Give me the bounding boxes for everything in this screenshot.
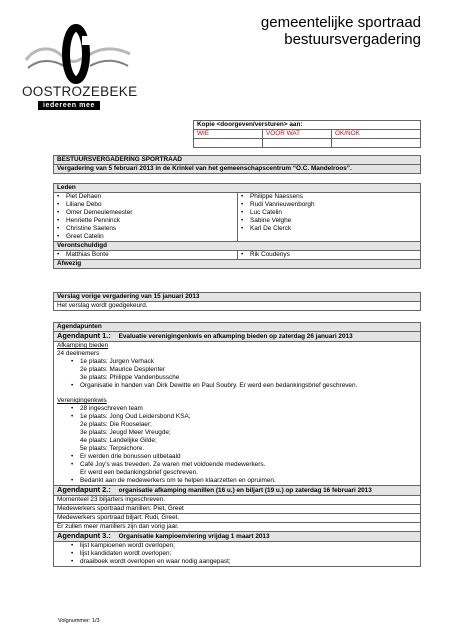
member-name: • Rudi Vanrieuwenborgh [241,201,417,209]
member-name: • Piet Dehaen [57,193,234,201]
agenda-point-1-number: Agendapunt 1.: [57,331,111,340]
agenda-point-3-line: • lijst kandidaten wordt overlopen; [57,550,417,558]
note-line: • Organisatie in handen van Dirk Dewitte en Paul Soubry. Er werd een bedankingsbrief geschreven. [57,382,417,390]
leden-right [238,193,421,242]
member-name: • Henriette Penninck [57,217,234,225]
meeting-header [53,155,421,174]
ranking-line: 3e plaats: Jeugd Meer Vreugde; [80,429,171,436]
absent-label: Afwezig [54,260,421,269]
subheading: Afkamping bieden [57,342,109,349]
excused-name: • Matthias Bonte [57,251,234,259]
previous-meeting [53,292,421,311]
participants-count: 24 deelnemers [57,350,100,357]
meeting-subtitle: Vergadering van 5 februari 2013 in de Krinkel van het gemeenschapscentrum “O.C. Mandelroos”. [54,165,421,174]
ranking-line: 2e plaats: Die Rooselaer; [80,421,152,428]
agenda-point-3-body [54,542,421,567]
note-line: • Bedankt aan de medewerkers om te helpen klaarzetten en opruimen. [57,477,417,485]
previous-title: Verslag vorige vergadering van 15 januari 2013 [54,293,421,302]
excused-name: • Rik Coudenys [241,251,417,259]
agenda-point-2-header [54,486,421,496]
member-name: • Karl De Clerck [241,225,417,233]
logo-name: OOSTROZEBEKE [22,84,138,99]
copy-heading: Kopie <doorgeven/versturen> aan: [194,121,421,130]
member-name: • Luc Catelin [241,209,417,217]
agenda-point-1-header [54,332,421,342]
ranking-line: 2e plaats: Maurice Desplenter [80,366,165,373]
member-name: • Greet Catelin [57,233,234,241]
ranking-line: 3e plaats: Philippe Vandenbussche [80,374,180,381]
header-title: gemeentelijke sportraad [260,14,421,31]
note-line: • Er werden drie bonussen uitbetaald [57,453,417,461]
note-line: • Café Joy’s was treveden. Ze waren met voldoende medewerkers. [57,461,417,469]
member-name: • Philippe Naessens [241,193,417,201]
copy-table [193,120,421,148]
agenda-point-2-line: Er zullen meer manillers zijn dan vorig jaar. [54,523,421,532]
header-subtitle: bestuursvergadering [284,31,421,48]
copy-col-voor-wat: VOOR WAT [263,130,332,139]
ranking-line: • 1e plaats: Jurgen Verhack [57,358,417,366]
meeting-title: BESTUURSVERGADERING SPORTRAAD [54,156,421,165]
ranking-line: 5e plaats: Terpsichore. [80,445,145,452]
note-line: Er werd een bedankingsbrief geschreven. [80,469,198,476]
agenda-point-3-line: • lijst kampioenen wordt overlopen; [57,542,417,550]
agenda-point-2-line: Medewerkers sportraad biljart: Rudi, Greet. [54,514,421,523]
agenda-point-2-line: Medewerkers sportraad manillen: Piet, Greet [54,505,421,514]
member-name: • Christine Saelens [57,225,234,233]
agenda-point-3-header [54,532,421,542]
agenda-point-1-body [54,342,421,486]
agenda-point-3-title: Organisatie kampioenviering vrijdag 1 maart 2013 [118,533,270,540]
agenda-point-2-title: organisatie afkamping manillen (16 u.) en biljart (19 u.) op zaterdag 16 februari 2013 [118,487,372,494]
agenda-point-3-line: • draaiboek wordt overlopen en waar nodig aangepast; [57,558,417,566]
agenda-point-3-number: Agendapunt 3.: [57,531,111,540]
teams-count: • 28 ingeschreven team [57,405,417,413]
member-name: • Sabine Velghe [241,217,417,225]
member-name: • Liliane Debo [57,201,234,209]
logo-tagline: iedereen mee [38,101,100,110]
agenda-point-1-title: Evaluatie verenigingenkwis en afkamping bieden op zaterdag 26 januari 2013 [118,333,353,340]
member-name: • Omer Demeulemeester [57,209,234,217]
leden-label: Leden [54,184,421,193]
excused-label: Verontschuldigd [54,242,421,251]
agenda-point-2-line: Momenteel 23 biljarters ingeschreven. [54,496,421,505]
ranking-line: • 1e plaats: Jong Oud Leidersbond KSA; [57,413,417,421]
leden-left [54,193,238,242]
agenda-point-2-number: Agendapunt 2.: [57,485,111,494]
agenda-table [53,322,421,567]
page-number: Volgnummer: 1/3 [58,618,100,624]
subheading: Verenigingenkwis [57,397,107,404]
copy-col-ok: OK/NOK [332,130,421,139]
ranking-line: 4e plaats: Landelijke Gilde; [80,437,157,444]
agenda-label: Agendapunten [54,323,421,332]
previous-text: Het verslag wordt goedgekeurd. [54,302,421,311]
attendees-table [53,183,421,269]
copy-col-wie: WIE [194,130,263,139]
